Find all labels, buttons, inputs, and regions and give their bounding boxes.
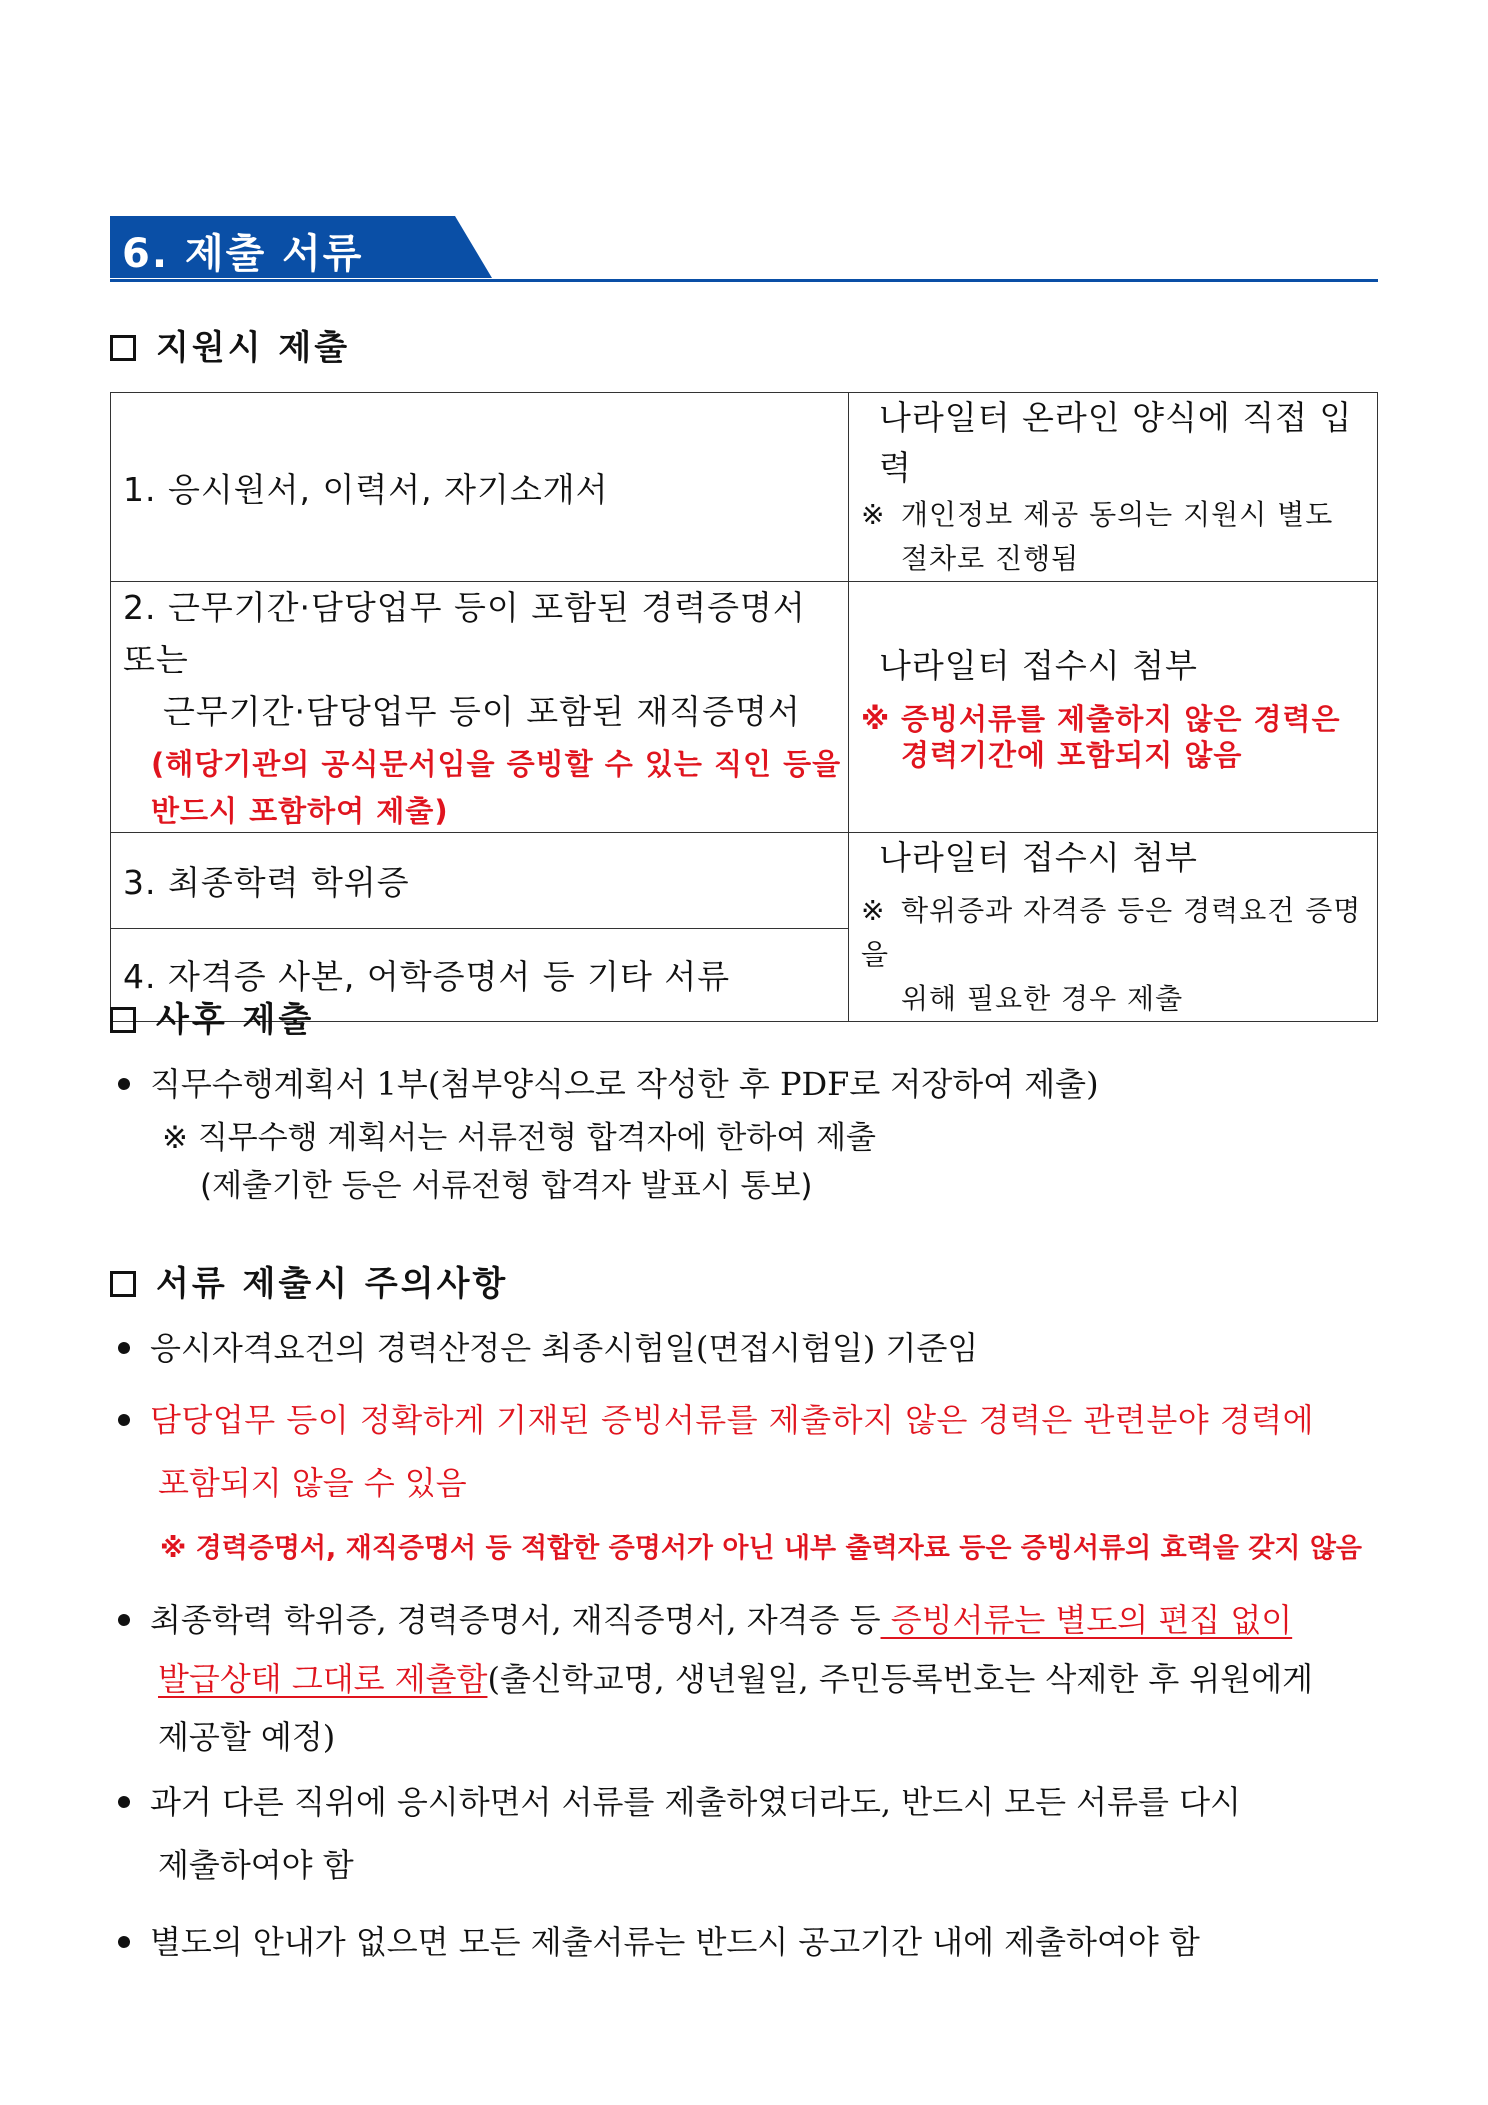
caution-bullet-3-line-2 — [158, 1654, 1313, 1700]
bullet-icon — [118, 1796, 130, 1808]
caution-bullet-5-text: 별도의 안내가 없으면 모든 제출서류는 반드시 공고기간 내에 제출하여야 함 — [150, 1923, 1200, 1961]
doc-1-label: 1. 응시원서, 이력서, 자기소개서 — [123, 469, 609, 509]
table-row — [111, 582, 1378, 833]
subheading-caution — [110, 1256, 508, 1305]
doc-3-label: 3. 최종학력 학위증 — [123, 862, 410, 902]
section-title: 6. 제출 서류 — [122, 231, 364, 277]
subheading-apply — [110, 320, 350, 369]
table-cell-doc-1 — [111, 393, 849, 582]
method-2-note-2: 경력기간에 포함되지 않음 — [901, 738, 1243, 772]
method-34-note-1: 학위증과 자격증 등은 경력요건 증명을 — [861, 894, 1362, 971]
checkbox-square-icon — [110, 1271, 136, 1297]
bullet-icon — [118, 1414, 130, 1426]
bullet-icon — [118, 1614, 130, 1626]
caution-bullet-2-note: ※ 경력증명서, 재직증명서 등 적합한 증명서가 아닌 내부 출력자료 등은 증빙서류의 효력을 갖지 않음 — [160, 1533, 1362, 1564]
caution-bullet-1 — [118, 1318, 978, 1378]
after-note-1: ※ 직무수행 계획서는 서류전형 합격자에 한하여 제출 — [162, 1120, 876, 1156]
caution-bullet-2 — [118, 1390, 1380, 1450]
subheading-after-label: 사후 제출 — [156, 1000, 315, 1040]
table-row — [111, 833, 1378, 929]
caution-bullet-1-text: 응시자격요건의 경력산정은 최종시험일(면접시험일) 기준임 — [150, 1329, 979, 1367]
caution-bullet-3-line-2a: 발급상태 그대로 제출함 — [158, 1660, 488, 1698]
doc-2-warning-1: (해당기관의 공식문서임을 증빙할 수 있는 직인 등을 — [151, 747, 842, 781]
table-cell-method-1 — [849, 393, 1378, 582]
doc-4-label: 4. 자격증 사본, 어학증명서 등 기타 서류 — [123, 957, 731, 997]
method-34-main: 나라일터 접수시 첨부 — [879, 838, 1198, 877]
caution-bullet-3 — [118, 1590, 1380, 1650]
bullet-icon — [118, 1342, 130, 1354]
caution-bullet-3-line-3: 제공할 예정) — [158, 1718, 336, 1756]
bullet-icon — [118, 1936, 130, 1948]
note-mark: ※ — [861, 498, 886, 531]
checkbox-square-icon — [110, 1007, 136, 1033]
caution-bullet-3-line-1a: 최종학력 학위증, 경력증명서, 재직증명서, 자격증 등 — [150, 1601, 881, 1639]
bullet-after — [118, 1054, 1099, 1114]
caution-bullet-3-line-1b: 증빙서류는 별도의 편집 없이 — [880, 1601, 1293, 1639]
method-1-note-1: 개인정보 제공 동의는 지원시 별도 — [901, 498, 1334, 531]
doc-2-line-2: 근무기간·담당업무 등이 포함된 재직증명서 — [163, 692, 801, 731]
note-mark: ※ — [861, 894, 886, 927]
doc-2-line-1: 2. 근무기간·담당업무 등이 포함된 경력증명서 또는 — [123, 588, 806, 679]
table-cell-method-34 — [849, 833, 1378, 1022]
doc-2-warning-2: 반드시 포함하여 제출) — [151, 794, 449, 828]
bullet-icon — [118, 1078, 130, 1090]
caution-bullet-4-line-1: 과거 다른 직위에 응시하면서 서류를 제출하였더라도, 반드시 모든 서류를 다시 — [150, 1783, 1241, 1821]
caution-bullet-5 — [118, 1912, 1200, 1972]
subheading-caution-label: 서류 제출시 주의사항 — [156, 1264, 509, 1304]
table-cell-doc-2 — [111, 582, 849, 833]
caution-bullet-2-line-1: 담당업무 등이 정확하게 기재된 증빙서류를 제출하지 않은 경력은 관련분야 경력에 — [150, 1401, 1315, 1439]
method-2-main: 나라일터 접수시 첨부 — [879, 646, 1198, 685]
method-2-note-1: 증빙서류를 제출하지 않은 경력은 — [901, 702, 1341, 736]
subheading-apply-label: 지원시 제출 — [156, 328, 351, 368]
table-row — [111, 393, 1378, 582]
method-1-main: 나라일터 온라인 양식에 직접 입력 — [879, 398, 1353, 487]
bullet-after-text: 직무수행계획서 1부(첨부양식으로 작성한 후 PDF로 저장하여 제출) — [150, 1065, 1099, 1103]
section-banner — [110, 216, 1378, 284]
note-mark: ※ — [861, 702, 891, 736]
caution-bullet-4 — [118, 1772, 1380, 1832]
caution-bullet-3-line-2b: (출신학교명, 생년월일, 주민등록번호는 삭제한 후 위원에게 — [487, 1660, 1314, 1698]
table-cell-method-2 — [849, 582, 1378, 833]
documents-table — [110, 392, 1378, 1022]
caution-bullet-4-line-2: 제출하여야 함 — [158, 1846, 354, 1884]
subheading-after — [110, 992, 314, 1041]
caution-bullet-2-line-2: 포함되지 않을 수 있음 — [158, 1464, 467, 1502]
checkbox-square-icon — [110, 335, 136, 361]
method-1-note-2: 절차로 진행됨 — [901, 542, 1080, 575]
method-34-note-2: 위해 필요한 경우 제출 — [901, 982, 1184, 1015]
after-note-2: (제출기한 등은 서류전형 합격자 발표시 통보) — [200, 1168, 813, 1204]
table-cell-doc-3 — [111, 833, 849, 929]
